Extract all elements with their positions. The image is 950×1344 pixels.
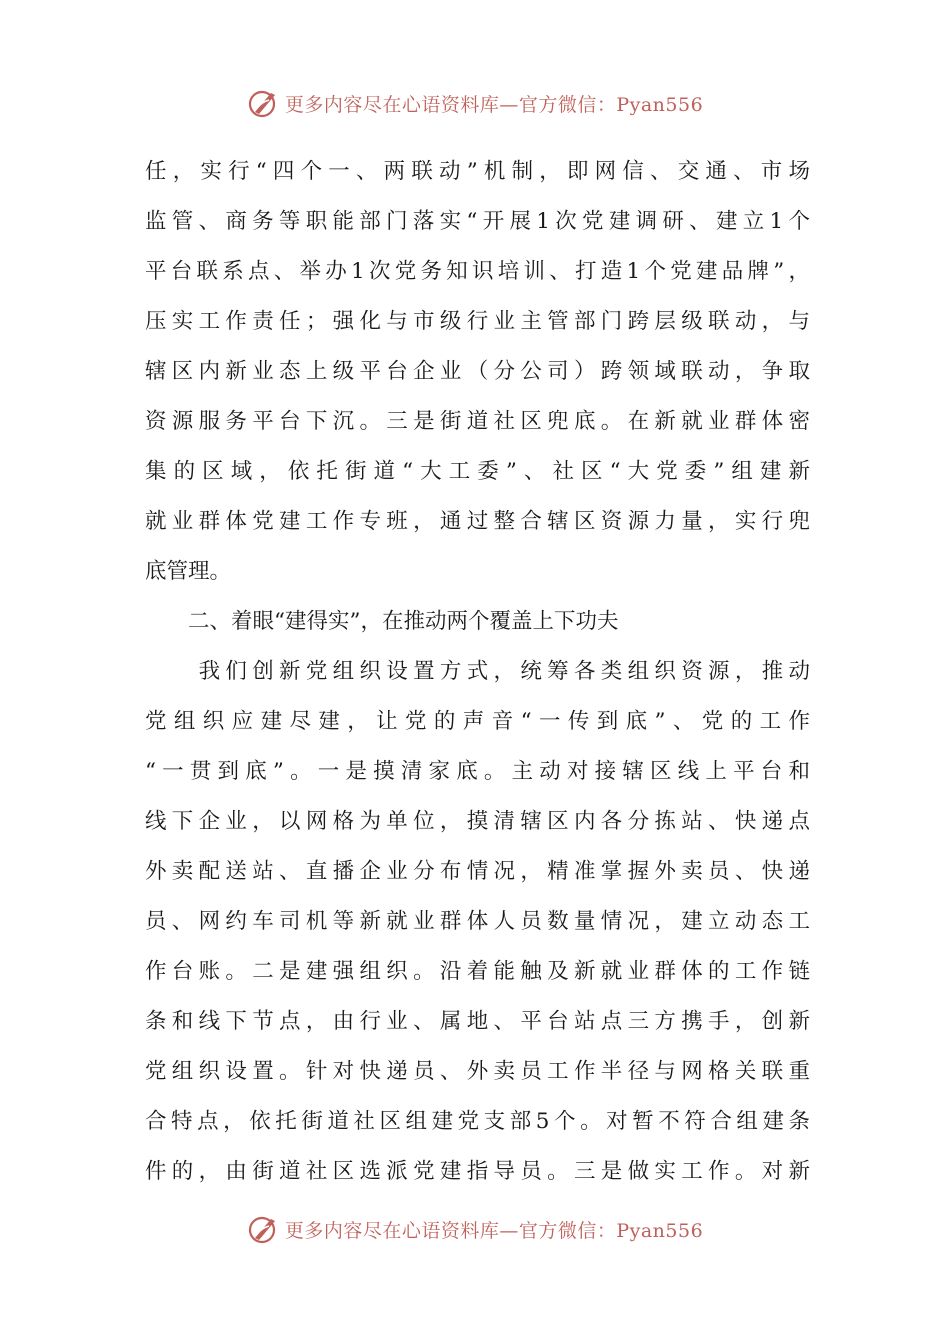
pen-logo-icon	[247, 86, 281, 120]
text-line: 压实工作责任；强化与市级行业主管部门跨层级联动，与	[145, 309, 810, 334]
text-line: 线下企业，以网格为单位，摸清辖区内各分拣站、快递点	[145, 809, 810, 834]
text-line: 条和线下节点，由行业、属地、平台站点三方携手，创新	[145, 1009, 810, 1034]
footer-banner-text: 更多内容尽在心语资料库—官方微信：Pyan556	[284, 1219, 704, 1242]
text-line: 外卖配送站、直播企业分布情况，精准掌握外卖员、快递	[145, 859, 810, 884]
text-line: 我们创新党组织设置方式，统筹各类组织资源，推动	[145, 659, 810, 684]
text-line: 合特点，依托街道社区组建党支部5个。对暂不符合组建条	[145, 1109, 810, 1134]
text-line: 员、网约车司机等新就业群体人员数量情况，建立动态工	[145, 909, 810, 934]
text-line: 就业群体党建工作专班，通过整合辖区资源力量，实行兜	[145, 509, 810, 534]
pen-logo-icon	[247, 1212, 281, 1246]
text-line: 任，实行“四个一、两联动”机制，即网信、交通、市场	[145, 159, 810, 184]
document-body	[145, 147, 810, 1197]
footer-watermark-banner	[0, 1209, 950, 1249]
text-line: 作台账。二是建强组织。沿着能触及新就业群体的工作链	[145, 959, 810, 984]
header-watermark-banner	[0, 83, 950, 123]
header-banner-text: 更多内容尽在心语资料库—官方微信：Pyan556	[284, 93, 704, 116]
text-line: “一贯到底”。一是摸清家底。主动对接辖区线上平台和	[145, 759, 810, 784]
text-line: 平台联系点、举办1次党务知识培训、打造1个党建品牌”，	[145, 259, 810, 284]
text-line: 辖区内新业态上级平台企业（分公司）跨领域联动，争取	[145, 359, 810, 384]
text-line: 集的区域，依托街道“大工委”、社区“大党委”组建新	[145, 459, 810, 484]
text-line: 资源服务平台下沉。三是街道社区兜底。在新就业群体密	[145, 409, 810, 434]
text-line: 党组织应建尽建，让党的声音“一传到底”、党的工作	[145, 709, 810, 734]
text-line: 二、着眼“建得实”，在推动两个覆盖上下功夫	[145, 609, 619, 634]
text-line: 党组织设置。针对快递员、外卖员工作半径与网格关联重	[145, 1059, 810, 1084]
text-line: 监管、商务等职能部门落实“开展1次党建调研、建立1个	[145, 209, 810, 234]
text-line: 件的，由街道社区选派党建指导员。三是做实工作。对新	[145, 1159, 810, 1184]
text-line: 底管理。	[145, 559, 232, 584]
